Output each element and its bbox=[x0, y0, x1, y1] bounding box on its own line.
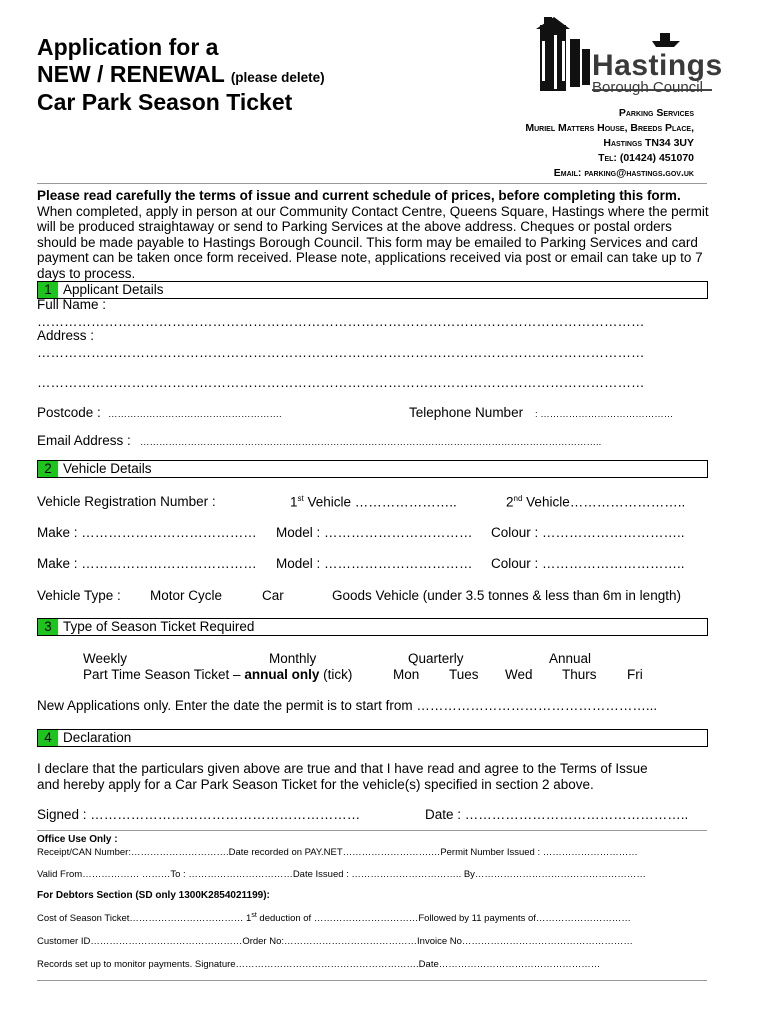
option-weekly[interactable]: Weekly bbox=[83, 651, 128, 666]
title-please-delete: (please delete) bbox=[230, 70, 325, 85]
cost-text-2: deduction of ……………………………Followed by 11 payments of………………………… bbox=[256, 913, 631, 925]
title-line-3: Car Park Season Ticket bbox=[37, 89, 293, 115]
declaration-text-2: and hereby apply for a Car Park Season Ticket for the vehicle(s) specified in section 2 above. bbox=[37, 777, 594, 792]
first-vehicle-sup: st bbox=[297, 494, 304, 503]
email-field[interactable]: ……………………………………………………………………………………………………………………………….. bbox=[140, 437, 602, 448]
first-vehicle-text: Vehicle ………………….. bbox=[303, 494, 457, 510]
address-field-2[interactable]: ……………………………………………………………………………………………………………………… bbox=[37, 375, 645, 390]
office-cost-line[interactable] bbox=[37, 912, 709, 924]
full-name-label: Full Name : bbox=[37, 297, 107, 312]
office-receipt-line[interactable]: Receipt/CAN Number:………………………….Date recorded on PAY.NET……………………….…Permit Number Issued : ………………………… bbox=[37, 847, 638, 858]
first-vehicle-field[interactable] bbox=[290, 494, 457, 510]
section-label: Type of Season Ticket Required bbox=[63, 619, 255, 634]
logo-name: Hastings bbox=[592, 49, 723, 82]
day-mon[interactable]: Mon bbox=[393, 667, 420, 682]
part-time-label bbox=[83, 667, 352, 682]
declaration-text-1: I declare that the particulars given above are true and that I have read and agree to the Terms of Issue bbox=[37, 761, 648, 776]
model-field-1[interactable]: Model : …………………………… bbox=[276, 525, 473, 540]
section-number: 1 bbox=[38, 282, 58, 298]
office-use-heading: Office Use Only : bbox=[37, 834, 118, 845]
second-vehicle-field[interactable] bbox=[506, 494, 685, 510]
section-applicant-details bbox=[37, 281, 708, 299]
logo-subtitle: Borough Council bbox=[592, 79, 703, 96]
section-number: 2 bbox=[38, 461, 58, 477]
postcode-field[interactable]: ………………………………………………. bbox=[108, 409, 282, 420]
second-vehicle-text: Vehicle…………………….. bbox=[522, 494, 686, 510]
tick-text: (tick) bbox=[323, 667, 353, 682]
section-number: 4 bbox=[38, 730, 58, 746]
address-line-2: Muriel Matters House, Breeds Place, bbox=[525, 122, 694, 134]
day-tues[interactable]: Tues bbox=[449, 667, 479, 682]
divider bbox=[37, 183, 707, 184]
part-time-text: Part Time Season Ticket – bbox=[83, 667, 241, 682]
address-line-1: Parking Services bbox=[618, 107, 694, 119]
divider bbox=[37, 830, 707, 831]
email-label: Email Address : bbox=[37, 433, 131, 448]
full-name-field[interactable]: ……………………………………………………………………………………………………………………… bbox=[37, 314, 645, 329]
address-label: Address : bbox=[37, 328, 95, 343]
option-annual[interactable]: Annual bbox=[549, 651, 592, 666]
section-label: Vehicle Details bbox=[63, 461, 152, 476]
vehicle-type-goods[interactable]: Goods Vehicle (under 3.5 tonnes & less than 6m in length) bbox=[332, 588, 681, 603]
second-vehicle-sup: nd bbox=[513, 494, 523, 503]
second-vehicle-num: 2 bbox=[506, 494, 514, 510]
address-email: Email: parking@hastings.gov.uk bbox=[553, 167, 694, 179]
intro-text bbox=[37, 188, 709, 282]
section-ticket-type bbox=[37, 618, 708, 636]
date-field[interactable]: Date : ………………………………………….. bbox=[425, 807, 689, 822]
option-monthly[interactable]: Monthly bbox=[269, 651, 317, 666]
title-line-1: Application for a bbox=[37, 34, 219, 60]
day-fri[interactable]: Fri bbox=[627, 667, 643, 682]
signed-field[interactable]: Signed : …………………………………………………… bbox=[37, 807, 361, 822]
address-line-4: Tel: (01424) 451070 bbox=[598, 152, 694, 164]
council-logo bbox=[534, 15, 723, 96]
start-date-field[interactable]: New Applications only. Enter the date the permit is to start from ……………………………………………... bbox=[37, 698, 658, 713]
section-number: 3 bbox=[38, 619, 58, 635]
debtors-heading: For Debtors Section (SD only 1300K2854021199): bbox=[37, 890, 270, 901]
cost-sup: st bbox=[251, 912, 257, 919]
annual-only-text: annual only bbox=[244, 667, 320, 682]
model-field-2[interactable]: Model : …………………………… bbox=[276, 556, 473, 571]
vehicle-type-label: Vehicle Type : bbox=[37, 588, 121, 603]
intro-bold: Please read carefully the terms of issue and current schedule of prices, before completing this form. bbox=[37, 188, 681, 203]
day-thurs[interactable]: Thurs bbox=[562, 667, 597, 682]
address-line-3: Hastings TN34 3UY bbox=[603, 137, 694, 149]
section-declaration bbox=[37, 729, 708, 747]
colour-field-2[interactable]: Colour : ………………………….. bbox=[491, 556, 685, 571]
section-vehicle-details bbox=[37, 460, 708, 478]
postcode-label: Postcode : bbox=[37, 405, 101, 420]
vehicle-type-motorcycle[interactable]: Motor Cycle bbox=[150, 588, 223, 603]
vehicle-reg-label: Vehicle Registration Number : bbox=[37, 494, 216, 509]
first-vehicle-num: 1 bbox=[290, 494, 298, 510]
section-label: Applicant Details bbox=[63, 282, 164, 297]
telephone-field[interactable]: : …………………………………… bbox=[535, 409, 674, 420]
address-field-1[interactable]: ……………………………………………………………………………………………………………………… bbox=[37, 345, 645, 360]
colour-field-1[interactable]: Colour : ………………………….. bbox=[491, 525, 685, 540]
title-new-renewal: NEW / RENEWAL bbox=[37, 61, 225, 87]
make-field-2[interactable]: Make : ………………………………… bbox=[37, 556, 257, 571]
day-wed[interactable]: Wed bbox=[505, 667, 533, 682]
divider bbox=[37, 980, 707, 981]
make-field-1[interactable]: Make : ………………………………… bbox=[37, 525, 257, 540]
office-records-line[interactable]: Records set up to monitor payments. Signature………………………………………………….Date…………………………………………… bbox=[37, 959, 601, 970]
office-valid-line[interactable]: Valid From……………… ………To : ……………………………Date Issued : …………………………….. By……………………………………………… bbox=[37, 869, 646, 880]
office-customer-line[interactable]: Customer ID…………………………………………Order No:……………………………………Invoice No……………………………………………… bbox=[37, 936, 633, 947]
option-quarterly[interactable]: Quarterly bbox=[408, 651, 464, 666]
section-label: Declaration bbox=[63, 730, 132, 745]
telephone-label: Telephone Number bbox=[409, 405, 524, 420]
cost-text: Cost of Season Ticket……………………………… 1 bbox=[37, 913, 252, 925]
vehicle-type-car[interactable]: Car bbox=[262, 588, 284, 603]
intro-body: When completed, apply in person at our Community Contact Centre, Queens Square, Hastings where the permit will be produced straightaway or send to Parking Services at the above address. Cheques or postal orders should be made payable to Hastings Borough Council. This form may be emailed to Parking Services and card payment can be taken once form received. Please note, applications received via post or email can take up to 7 days to process. bbox=[37, 203, 709, 281]
